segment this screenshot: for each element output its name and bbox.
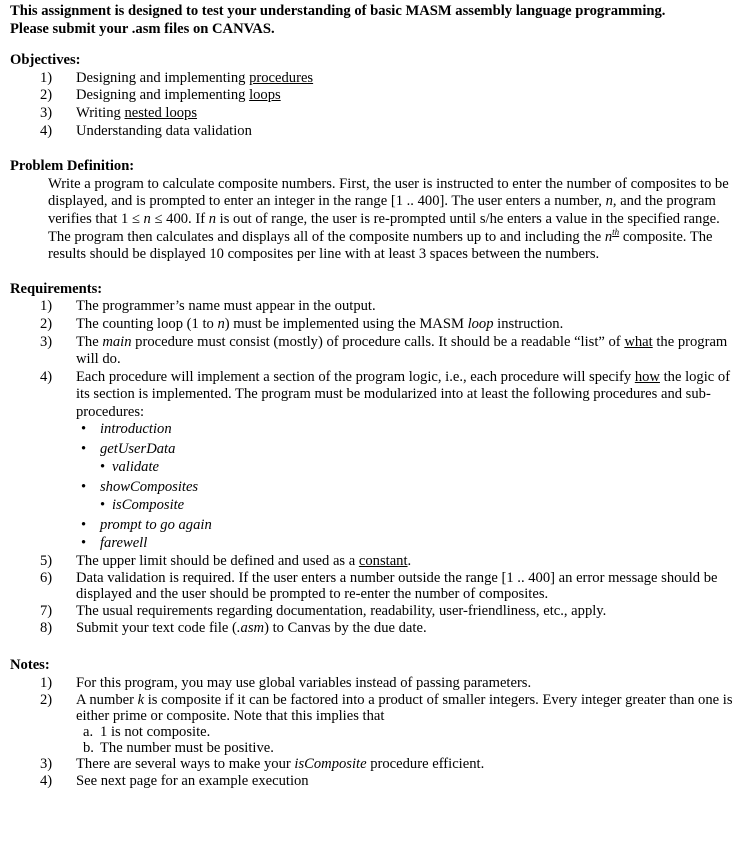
requirement-text: procedure must consist (mostly) of procedure calls. It should be a readable “list” of (131, 333, 625, 350)
requirement-text: Submit your text code file ( (76, 620, 237, 637)
note-text: procedure efficient. (366, 756, 485, 773)
item-number: 6) (40, 570, 53, 587)
note-subitem (76, 724, 739, 740)
procedure-name: getUserData (100, 441, 176, 458)
item-number: 1) (40, 69, 53, 86)
procedure-list (76, 421, 739, 552)
item-number: 3) (40, 756, 53, 773)
item-number: 4) (40, 122, 53, 139)
bullet: • (100, 458, 106, 475)
requirements-section (10, 281, 739, 638)
intro-line-2: Please submit your .asm files on CANVAS. (10, 20, 275, 37)
procedure-name: isComposite (112, 496, 185, 513)
objective-text: Designing and implementing (76, 87, 250, 104)
procedure-name: validate (112, 458, 160, 475)
procedure-item (76, 535, 739, 553)
item-number: 7) (40, 602, 53, 619)
requirement-text: The programmer’s name must appear in the output. (76, 298, 376, 315)
problem-text: , and the program verifies that 1 ≤ (48, 193, 716, 227)
objective-item (10, 105, 739, 123)
objectives-list (10, 70, 739, 140)
how-underlined: how (634, 368, 660, 385)
objective-underlined: procedures (249, 69, 314, 86)
requirement-text: The (76, 333, 103, 350)
item-number: 4) (40, 368, 53, 385)
var-n: n (217, 315, 225, 332)
problem-paragraph (10, 176, 739, 264)
requirement-item (10, 553, 739, 571)
intro-line-1: This assignment is designed to test your understanding of basic MASM assembly language programming. (10, 3, 666, 19)
item-number: 4) (40, 772, 53, 789)
item-number: 8) (40, 620, 53, 637)
objective-underlined: nested loops (124, 104, 198, 121)
procedure-item (76, 421, 739, 439)
procedure-name: prompt to go again (100, 517, 212, 534)
note-item (10, 756, 739, 772)
sub-label: a. (83, 724, 94, 741)
objective-underlined: loops (249, 87, 281, 104)
problem-text: ≤ 400. If (150, 210, 209, 227)
requirement-text: the logic of its section is implemented. The program must be modularized into at least the following procedures and sub-procedures: (76, 368, 731, 420)
main-keyword: main (102, 333, 132, 350)
item-number: 2) (40, 87, 53, 104)
iscomposite-keyword: isComposite (294, 756, 367, 773)
requirement-text: the program will do. (76, 333, 728, 368)
requirement-item (10, 316, 739, 334)
note-subtext: 1 is not composite. (100, 724, 211, 741)
note-item (10, 675, 739, 691)
note-subitem (76, 740, 739, 756)
item-number: 1) (40, 298, 53, 315)
item-number: 1) (40, 675, 53, 692)
loop-keyword: loop (467, 315, 494, 332)
subprocedure-item (100, 459, 739, 477)
subprocedure-item (100, 497, 739, 515)
requirement-item (10, 334, 739, 369)
note-item (10, 773, 739, 789)
objective-text: Designing and implementing (76, 69, 250, 86)
objective-item (10, 123, 739, 141)
subprocedure-list (100, 459, 739, 477)
objective-text: Understanding data validation (76, 122, 252, 139)
bullet: • (100, 496, 106, 513)
problem-text: Write a program to calculate composite numbers. First, the user is instructed to enter the number of composites to be displayed, and is prompted to enter an integer in the range [1 .. 400]. The user enters a number, (48, 175, 729, 210)
requirement-text: . (407, 552, 412, 569)
requirement-item (10, 570, 739, 602)
var-n: n (604, 228, 613, 245)
var-n: n (208, 210, 217, 227)
notes-list (10, 675, 739, 788)
bullet: • (81, 421, 87, 438)
problem-heading: Problem Definition: (10, 158, 135, 175)
procedure-item (76, 439, 739, 476)
note-text: For this program, you may use global variables instead of passing parameters. (76, 675, 532, 692)
var-n: n (143, 210, 151, 227)
note-item (10, 692, 739, 757)
requirement-item (10, 620, 739, 638)
item-number: 2) (40, 691, 53, 708)
subprocedure-list (100, 497, 739, 515)
requirement-text: Each procedure will implement a section of the program logic, i.e., each procedure will specify (76, 368, 635, 385)
bullet: • (81, 479, 87, 496)
note-subtext: The number must be positive. (100, 740, 274, 757)
objectives-heading: Objectives: (10, 52, 81, 69)
objective-item (10, 70, 739, 88)
procedure-item (76, 514, 739, 535)
procedure-item (76, 476, 739, 514)
objectives-section (10, 52, 739, 140)
procedure-name: introduction (100, 421, 172, 438)
objective-item (10, 87, 739, 105)
requirement-text: instruction. (493, 315, 564, 332)
bullet: • (81, 517, 87, 534)
requirements-heading: Requirements: (10, 280, 103, 297)
notes-section (10, 657, 739, 789)
procedure-name: farewell (100, 535, 148, 552)
problem-text: composite. The results should be displayed 10 composites per line with at least 3 spaces between the numbers. (48, 228, 713, 263)
requirement-text: Data validation is required. If the user enters a number outside the range [1 .. 400] an error message should be displayed and the user should be prompted to re-enter the number of composites. (76, 570, 718, 603)
requirements-list (10, 298, 739, 638)
bullet: • (81, 535, 87, 552)
objective-text: Writing (76, 104, 125, 121)
requirement-text: ) to Canvas by the due date. (264, 620, 427, 637)
asm-extension: .asm (236, 620, 265, 637)
item-number: 3) (40, 104, 53, 121)
problem-section (10, 158, 739, 264)
note-text: A number (76, 691, 138, 708)
bullet: • (81, 441, 87, 458)
item-number: 2) (40, 315, 53, 332)
requirement-text: The counting loop (1 to (76, 315, 218, 332)
var-n: n (605, 193, 613, 210)
procedure-name: showComposites (100, 479, 199, 496)
requirement-text: The upper limit should be defined and used as a (76, 552, 359, 569)
requirement-item (10, 298, 739, 316)
superscript-th: th (612, 226, 620, 237)
note-sublist (76, 724, 739, 756)
item-number: 3) (40, 333, 53, 350)
requirement-item (10, 603, 739, 621)
requirement-item (10, 369, 739, 553)
var-k: k (137, 691, 145, 708)
constant-underlined: constant (358, 552, 408, 569)
item-number: 5) (40, 552, 53, 569)
note-text: is composite if it can be factored into a product of smaller integers. Every integer greater than one is either prime or composite. Note that this implies that (76, 691, 733, 724)
requirement-text: ) must be implemented using the MASM (224, 315, 468, 332)
problem-text: is out of range, the user is re-prompted until s/he enters a value in the specified range. The program then calculates and displays all of the composite numbers up to and including the (48, 210, 720, 245)
requirement-text: The usual requirements regarding documentation, readability, user-friendliness, etc., apply. (76, 602, 607, 619)
note-text: There are several ways to make your (76, 756, 295, 773)
note-text: See next page for an example execution (76, 772, 309, 789)
sub-label: b. (83, 740, 94, 757)
notes-heading: Notes: (10, 656, 50, 673)
what-underlined: what (624, 333, 653, 350)
